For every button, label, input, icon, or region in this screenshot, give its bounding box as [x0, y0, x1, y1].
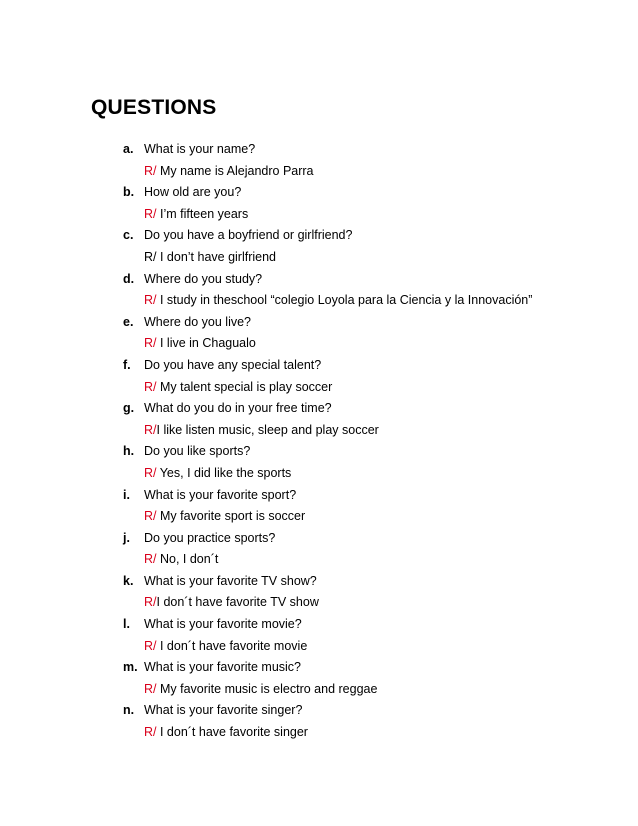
question-item [123, 528, 623, 571]
question-text: Where do you study? [144, 271, 263, 286]
question-item [123, 182, 623, 225]
question-item [123, 269, 623, 312]
answer-prefix: R/ [144, 681, 157, 696]
answer-prefix: R/ [144, 725, 157, 740]
item-marker: e. [123, 314, 134, 329]
answer-prefix: R/ [144, 422, 157, 437]
answer-text: I’m fifteen years [156, 206, 249, 221]
question-row [123, 312, 623, 334]
question-row [123, 700, 623, 722]
answer-prefix: R/ [144, 552, 157, 567]
item-marker: g. [123, 401, 135, 416]
item-marker: i. [123, 487, 130, 502]
question-text: What is your name? [144, 142, 256, 156]
question-item [123, 614, 623, 657]
questions-list [123, 139, 623, 744]
answer-text: Yes, I did like the sports [156, 465, 292, 480]
answer-prefix: R/ [144, 638, 157, 653]
answer-text: I study in theschool “colegio Loyola para la Ciencia y la Innovación” [156, 293, 533, 308]
question-item [123, 571, 623, 614]
answer-text: I don´t have favorite TV show [156, 595, 319, 610]
question-row [123, 269, 623, 291]
answer-row [123, 549, 623, 571]
question-item [123, 355, 623, 398]
answer-text: I don´t have favorite singer [156, 725, 308, 740]
item-marker: f. [123, 357, 131, 372]
question-text: How old are you? [144, 185, 242, 200]
question-item [123, 139, 623, 182]
item-marker: d. [123, 271, 135, 286]
answer-row [123, 420, 623, 442]
answer-row [123, 636, 623, 658]
question-item [123, 700, 623, 743]
answer-row [123, 290, 623, 312]
item-marker: h. [123, 444, 135, 459]
question-text: Do you have any special talent? [144, 357, 322, 372]
question-text: What is your favorite singer? [144, 703, 303, 718]
question-row [123, 225, 623, 247]
answer-row [123, 463, 623, 485]
item-marker: b. [123, 185, 135, 200]
question-row [123, 528, 623, 550]
question-row [123, 182, 623, 204]
item-marker: a. [123, 142, 134, 156]
item-marker: l. [123, 617, 130, 632]
question-text: What is your favorite movie? [144, 617, 302, 632]
answer-row [123, 722, 623, 744]
question-row [123, 571, 623, 593]
answer-text: I live in Chagualo [156, 336, 256, 351]
question-row [123, 139, 623, 161]
item-marker: k. [123, 573, 134, 588]
answer-prefix: R/ [144, 293, 157, 308]
answer-row [123, 333, 623, 355]
item-marker: m. [123, 660, 138, 675]
answer-prefix: R/ [144, 509, 157, 524]
question-row [123, 398, 623, 420]
question-item [123, 398, 623, 441]
answer-row [123, 506, 623, 528]
answer-prefix: R/ [144, 465, 157, 480]
answer-row [123, 592, 623, 614]
question-text: Where do you live? [144, 314, 252, 329]
item-marker: n. [123, 703, 135, 718]
question-row [123, 441, 623, 463]
answer-text: My favorite music is electro and reggae [156, 681, 378, 696]
answer-prefix: R/ [144, 206, 157, 221]
answer-prefix: R/ [144, 595, 157, 610]
answer-prefix: R/ [144, 336, 157, 351]
question-text: What do you do in your free time? [144, 401, 332, 416]
question-text: What is your favorite music? [144, 660, 301, 675]
answer-row [123, 377, 623, 399]
page-title: QUESTIONS [91, 96, 217, 119]
answer-text: I don´t have favorite movie [156, 638, 308, 653]
answer-text: I like listen music, sleep and play soccer [156, 422, 379, 437]
answer-row [123, 247, 623, 269]
question-item [123, 441, 623, 484]
answer-text: My talent special is play soccer [156, 379, 333, 394]
question-item [123, 657, 623, 700]
question-row [123, 485, 623, 507]
answer-text: I don’t have girlfriend [156, 249, 277, 264]
item-marker: c. [123, 228, 134, 243]
question-text: Do you have a boyfriend or girlfriend? [144, 228, 353, 243]
question-text: What is your favorite TV show? [144, 573, 317, 588]
answer-prefix: R/ [144, 163, 157, 178]
question-text: Do you like sports? [144, 444, 251, 459]
item-marker: j. [123, 530, 130, 545]
question-item [123, 312, 623, 355]
question-item [123, 225, 623, 268]
answer-text: My name is Alejandro Parra [156, 163, 314, 178]
answer-text: No, I don´t [156, 552, 219, 567]
answer-text: My favorite sport is soccer [156, 509, 306, 524]
answer-prefix: R/ [144, 249, 157, 264]
question-text: Do you practice sports? [144, 530, 276, 545]
answer-row [123, 679, 623, 701]
question-row [123, 614, 623, 636]
question-row [123, 657, 623, 679]
answer-prefix: R/ [144, 379, 157, 394]
question-text: What is your favorite sport? [144, 487, 297, 502]
question-item [123, 485, 623, 528]
answer-row [123, 204, 623, 226]
question-row [123, 355, 623, 377]
answer-row [123, 161, 623, 183]
